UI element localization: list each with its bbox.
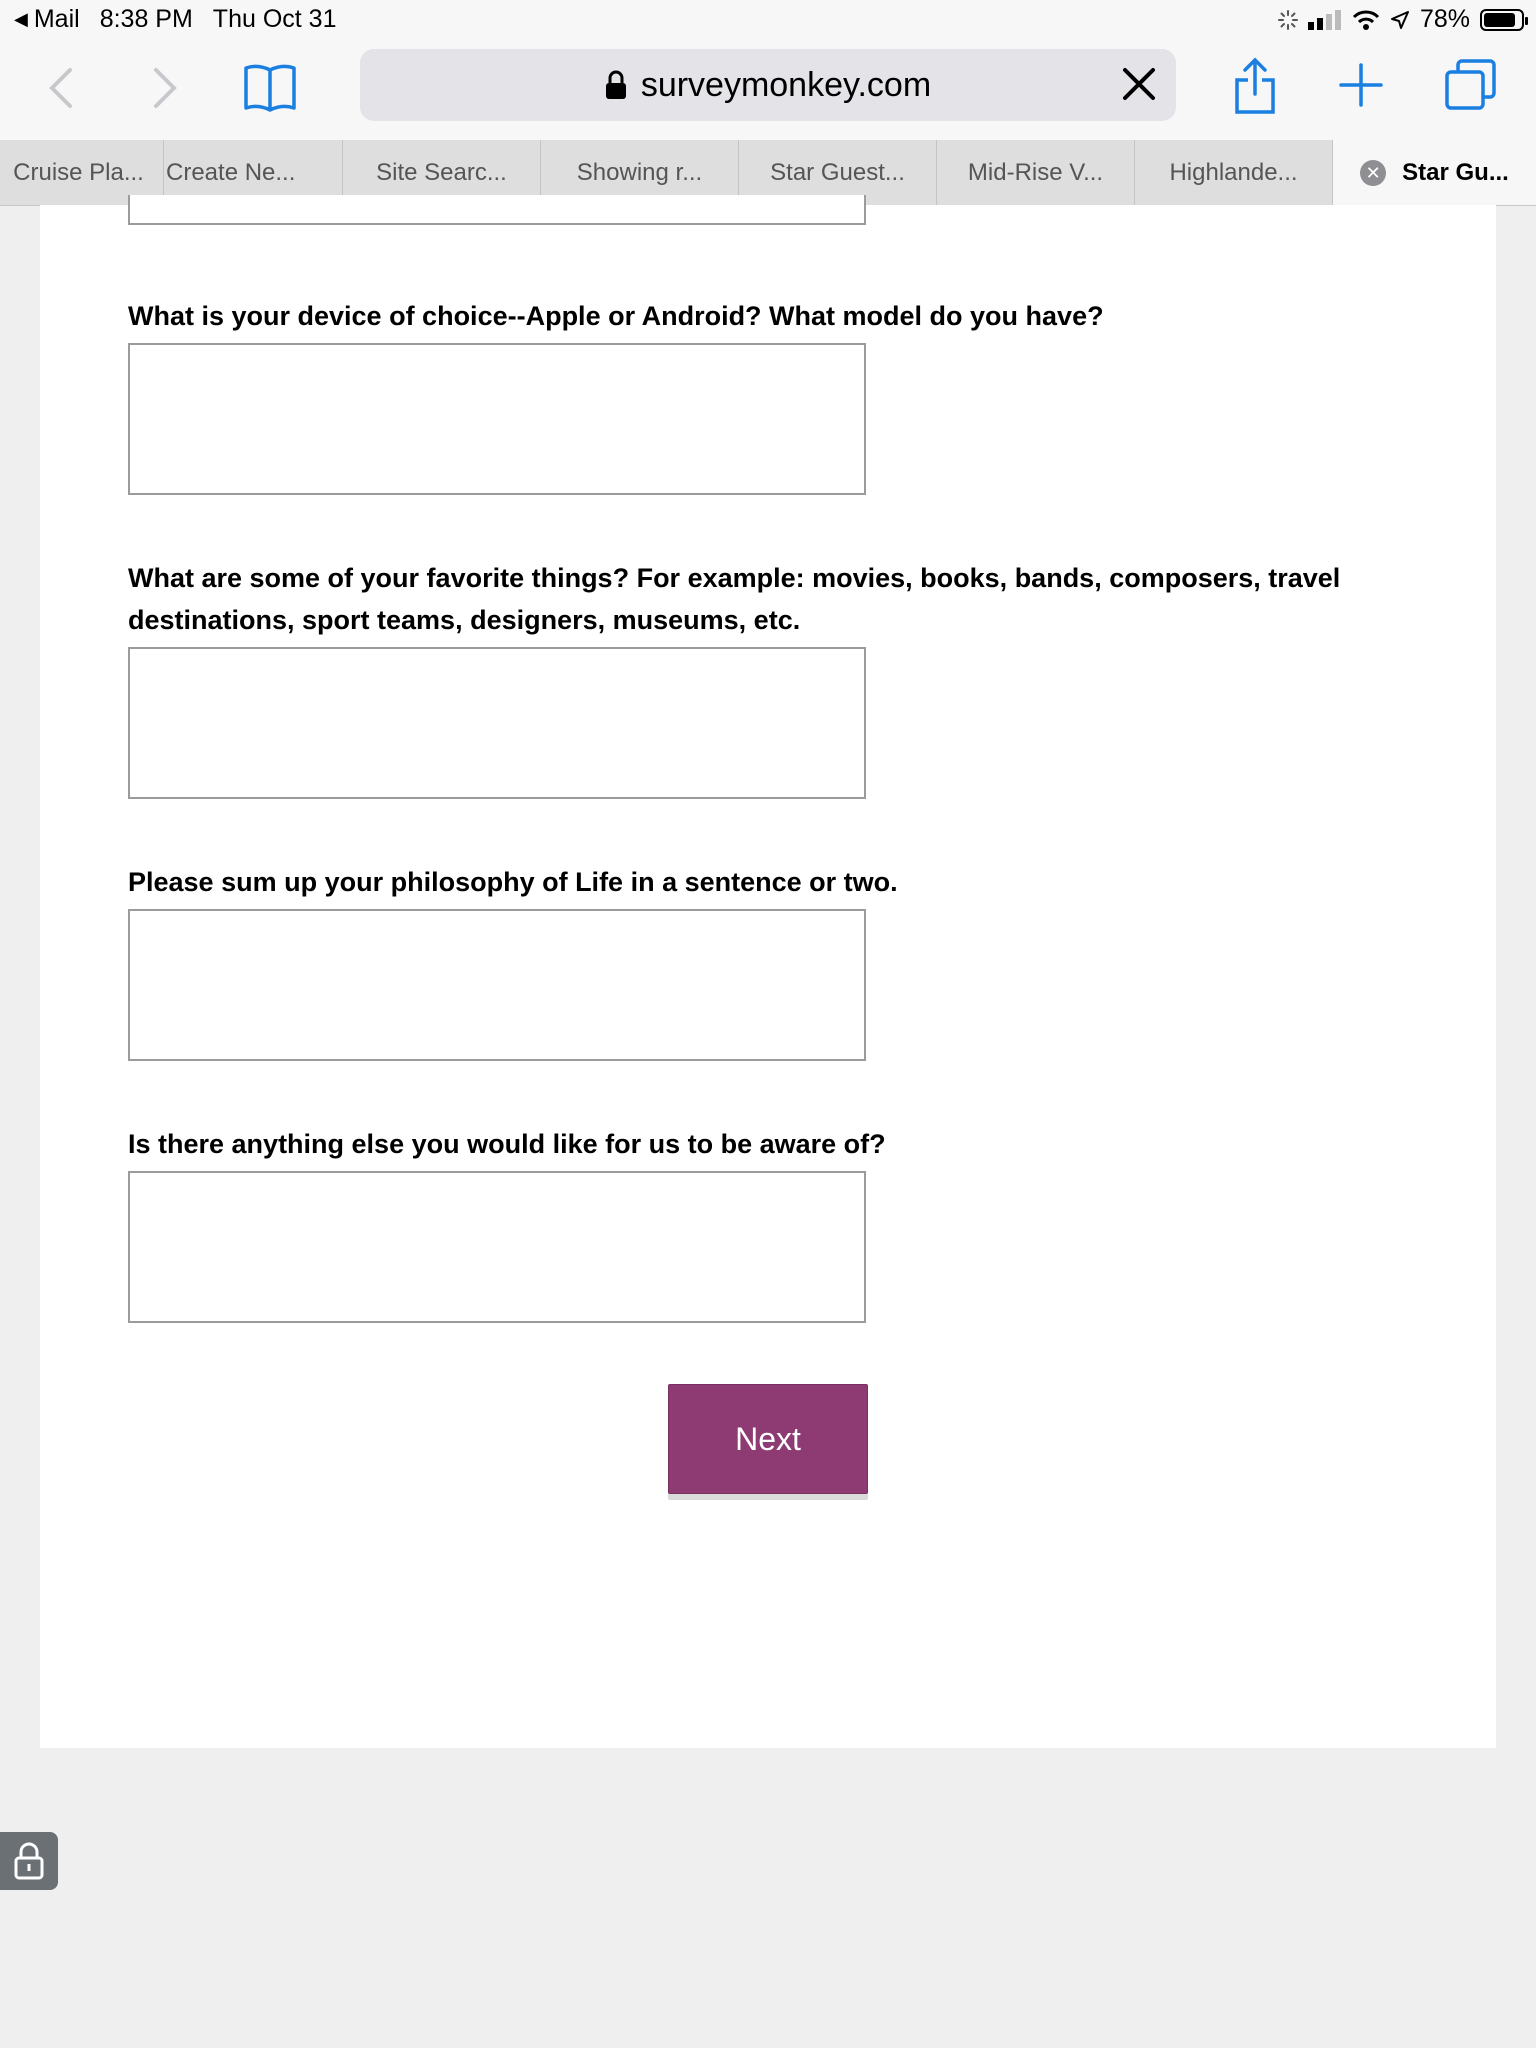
lock-icon <box>605 70 627 100</box>
privacy-lock-button[interactable] <box>0 1832 58 1890</box>
tab-8-active[interactable] <box>1333 140 1536 205</box>
battery-percent: 78% <box>1419 5 1470 33</box>
question-device: What is your device of choice--Apple or Android? What model do you have? <box>128 301 1104 331</box>
answer-favorites[interactable] <box>128 647 866 799</box>
wifi-icon <box>1352 9 1380 31</box>
answer-device[interactable] <box>128 343 866 495</box>
tab-label: Cruise Pla... <box>13 158 144 186</box>
status-bar <box>0 0 1536 38</box>
tab-label: Star Guest... <box>770 158 905 186</box>
browser-toolbar <box>0 38 1536 140</box>
url-text[interactable]: surveymonkey.com <box>640 65 932 104</box>
tab-label: Mid-Rise V... <box>967 158 1104 186</box>
tab-7[interactable] <box>1135 140 1333 205</box>
back-to-app-label[interactable]: Mail <box>33 5 80 33</box>
tab-label: Star Gu... <box>1402 158 1509 186</box>
tab-label: Site Searc... <box>376 158 507 186</box>
address-bar[interactable] <box>360 49 1176 121</box>
stop-loading-icon[interactable] <box>1120 65 1158 103</box>
question-favorites: What are some of your favorite things? For example: movies, books, bands, composers, travel destinations, sport teams, designers, museums, etc. <box>128 563 1341 635</box>
location-arrow-icon <box>1390 10 1410 30</box>
bookmarks-book-icon[interactable] <box>242 60 298 116</box>
new-tab-plus-icon[interactable] <box>1338 62 1384 108</box>
activity-spinner-icon <box>1278 10 1298 30</box>
tab-6[interactable] <box>937 140 1135 205</box>
tab-label: Create Ne... <box>166 158 296 186</box>
answer-philosophy[interactable] <box>128 909 866 1061</box>
tab-label: Highlande... <box>1169 158 1298 186</box>
cellular-signal-icon <box>1308 10 1342 30</box>
question-anything-else: Is there anything else you would like for us to be aware of? <box>128 1129 886 1159</box>
survey-page <box>40 205 1496 1748</box>
back-chevron-icon[interactable] <box>46 66 76 110</box>
tabs-overview-icon[interactable] <box>1444 58 1498 112</box>
answer-anything-else[interactable] <box>128 1171 866 1323</box>
previous-answer-box[interactable] <box>128 195 866 225</box>
tab-label: Showing r... <box>576 158 703 186</box>
back-to-app-icon[interactable]: ◀ <box>14 9 28 29</box>
status-time: 8:38 PM <box>99 5 193 33</box>
question-philosophy: Please sum up your philosophy of Life in a sentence or two. <box>128 867 898 897</box>
next-button[interactable]: Next <box>668 1384 868 1494</box>
share-icon[interactable] <box>1234 56 1276 116</box>
close-tab-icon[interactable]: ✕ <box>1360 160 1386 186</box>
status-date: Thu Oct 31 <box>212 5 337 33</box>
padlock-icon <box>13 1842 45 1880</box>
forward-chevron-icon[interactable] <box>150 66 180 110</box>
battery-icon <box>1480 9 1524 31</box>
